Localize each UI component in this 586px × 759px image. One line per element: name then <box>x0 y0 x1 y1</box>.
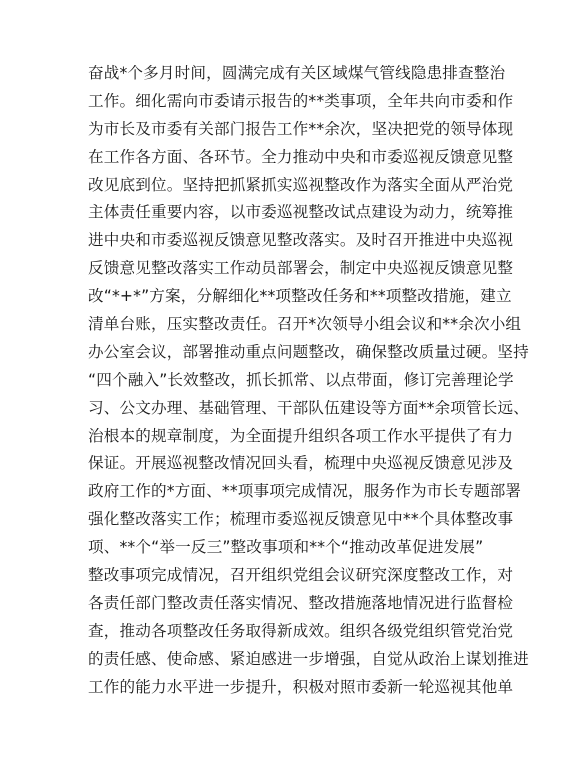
paragraph-line: “四个融入”长效整改，抓长抓常、以点带面，修订完善理论学 <box>88 370 514 389</box>
paragraph-line: 改见底到位。坚持把抓紧抓实巡视整改作为落实全面从严治党 <box>88 175 514 194</box>
paragraph-line: 清单台账，压实整改责任。召开*次领导小组会议和**余次小组 <box>88 315 522 334</box>
paragraph-line: 工作。细化需向市委请示报告的**类事项，全年共向市委和作 <box>88 91 514 110</box>
paragraph-line: 反馈意见整改落实工作动员部署会，制定中央巡视反馈意见整 <box>88 259 514 278</box>
paragraph-line: 改“*+*”方案，分解细化**项整改任务和**项整改措施，建立 <box>88 287 512 306</box>
paragraph-line: 强化整改落实工作；梳理市委巡视反馈意见中**个具体整改事 <box>88 510 514 529</box>
paragraph-line: 政府工作的*方面、**项事项完成情况，服务作为市长专题部署 <box>88 482 522 501</box>
paragraph-line: 保证。开展巡视整改情况回头看，梳理中央巡视反馈意见涉及 <box>88 454 514 473</box>
paragraph-line: 治根本的规章制度，为全面提升组织各项工作水平提供了有力 <box>88 426 514 445</box>
paragraph-line: 习、公文办理、基础管理、干部队伍建设等方面**余项管长远、 <box>88 398 529 417</box>
paragraph-line: 进中央和市委巡视反馈意见整改落实。及时召开推进中央巡视 <box>88 231 514 250</box>
paragraph-line: 查，推动各项整改任务取得新成效。组织各级党组织管党治党 <box>88 621 514 640</box>
paragraph-line: 奋战*个多月时间，圆满完成有关区域煤气管线隐患排查整治 <box>88 64 506 82</box>
paragraph-line: 办公室会议，部署推动重点问题整改，确保整改质量过硬。坚持 <box>88 342 529 361</box>
paragraph-line: 工作的能力水平进一步提升，积极对照市委新一轮巡视其他单 <box>88 677 514 696</box>
paragraph-line: 在工作各方面、各环节。全力推动中央和市委巡视反馈意见整 <box>88 147 514 166</box>
paragraph-line: 项、**个“举一反三”整改事项和**个“推动改革促进发展” <box>88 538 484 557</box>
paragraph-line: 为市长及市委有关部门报告工作**余次，坚决把党的领导体现 <box>88 119 514 138</box>
paragraph-line: 各责任部门整改责任落实情况、整改措施落地情况进行监督检 <box>88 593 514 612</box>
paragraph-line: 整改事项完成情况，召开组织党组会议研究深度整改工作，对 <box>88 566 514 585</box>
paragraph-line: 的责任感、使命感、紧迫感进一步增强，自觉从政治上谋划推进 <box>88 649 529 668</box>
paragraph-line: 主体责任重要内容，以市委巡视整改试点建设为动力，统筹推 <box>88 203 514 222</box>
